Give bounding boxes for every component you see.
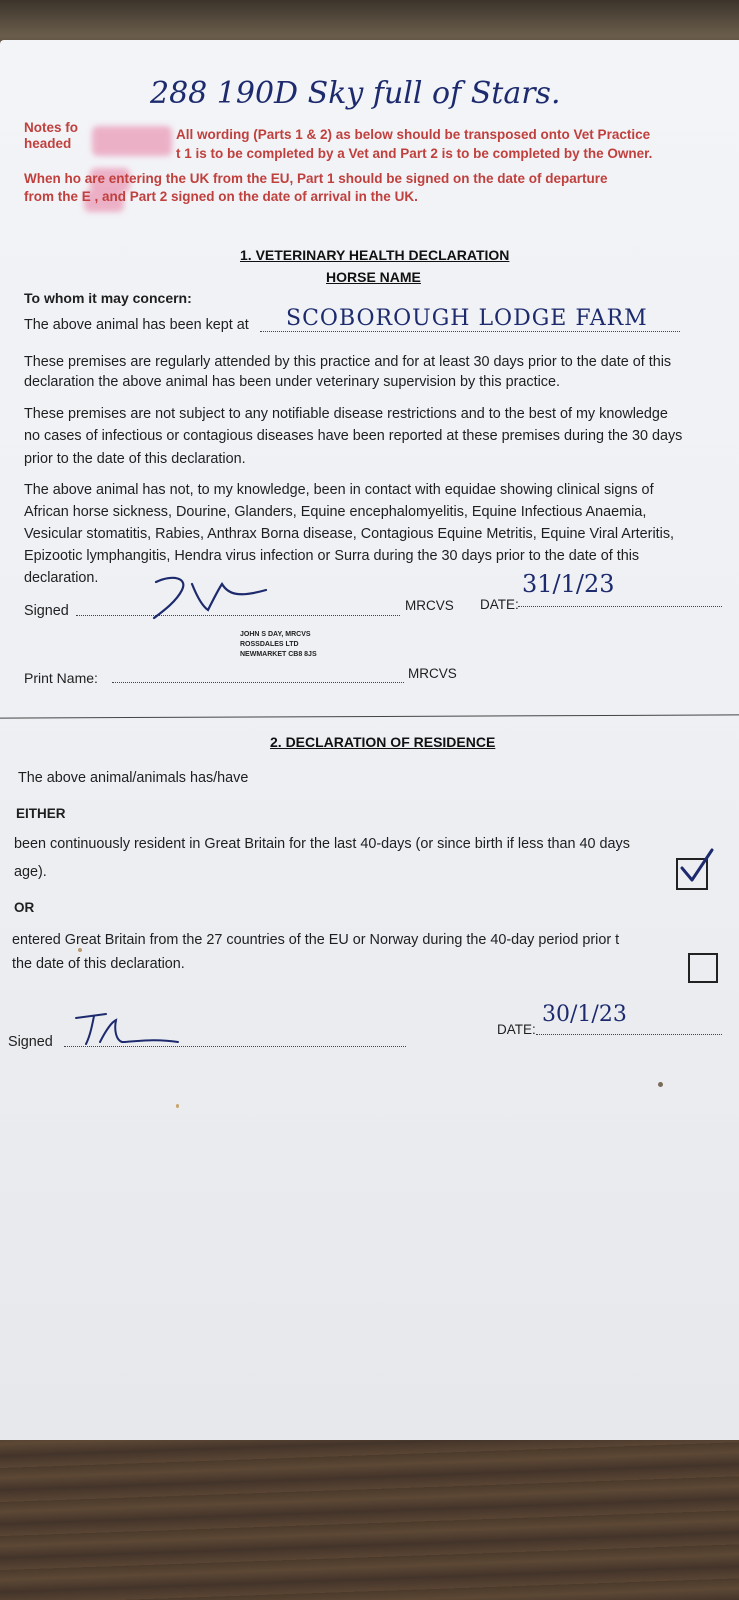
option2-line1: entered Great Britain from the 27 countries of the EU or Norway during the 40-day period prior t [12, 932, 620, 948]
vet-stamp [240, 630, 317, 660]
part1-date-line [518, 606, 722, 607]
print-name-mrcvs-label: MRCVS [408, 666, 457, 681]
print-name-line [112, 682, 404, 683]
paper-stain [78, 948, 82, 952]
kept-at-line [260, 331, 680, 332]
part1-date-value: 31/1/23 [522, 570, 615, 598]
option2-checkbox[interactable] [688, 953, 718, 983]
part2-date-label: DATE: [497, 1022, 536, 1037]
section-divider [0, 714, 739, 718]
part1-heading: 1. VETERINARY HEALTH DECLARATION [240, 247, 510, 263]
option1-checkbox[interactable] [676, 858, 708, 890]
handwritten-horse-title: 288 190D Sky full of Stars. [150, 76, 561, 111]
part2-intro: The above animal/animals has/have [18, 770, 249, 786]
notes-line-3: When ho are entering the UK from the EU, Part 1 should be signed on the date of departure [24, 171, 608, 186]
para3-line2: African horse sickness, Dourine, Glanders, Equine encephalomyelitis, Equine Infectious Anaemia, [24, 504, 647, 520]
notes-line-2: t 1 is to be completed by a Vet and Part 2 is to be completed by the Owner. [176, 146, 653, 161]
vet-stamp-address: NEWMARKET CB8 8JS [240, 651, 317, 658]
para3-line4: Epizootic lymphangitis, Hendra virus infection or Surra during the 30 days prior to the date of this [24, 548, 640, 564]
part1-horse-name-label: HORSE NAME [326, 269, 421, 285]
notes-line-2-prefix: headed [24, 136, 72, 151]
kept-at-value: SCOBOROUGH LODGE FARM [286, 306, 648, 331]
declaration-document [0, 40, 739, 1440]
part2-date-value: 30/1/23 [542, 1002, 627, 1027]
part1-signed-label: Signed [24, 603, 69, 619]
paper-stain [176, 1104, 179, 1108]
part2-date-line [536, 1034, 722, 1035]
option1-line2: age). [14, 864, 47, 880]
either-label: EITHER [16, 806, 66, 821]
vet-stamp-name: JOHN S DAY, MRCVS [240, 631, 311, 638]
salutation: To whom it may concern: [24, 290, 192, 306]
para2-line1: These premises are not subject to any notifiable disease restrictions and to the best of my knowledge [24, 406, 668, 422]
part2-signed-label: Signed [8, 1034, 53, 1050]
paper-stain [658, 1082, 663, 1087]
notes-line-1-prefix: Notes fo [24, 120, 78, 135]
para2-line3: prior to the date of this declaration. [24, 451, 246, 467]
owner-signature [72, 1008, 182, 1048]
or-label: OR [14, 900, 35, 915]
print-name-label: Print Name: [24, 670, 98, 686]
notes-line-4: from the E , and Part 2 signed on the date of arrival in the UK. [24, 189, 418, 204]
part2-heading: 2. DECLARATION OF RESIDENCE [270, 734, 496, 750]
redaction-mark [92, 126, 172, 156]
checkmark-icon [676, 846, 716, 886]
vet-stamp-practice: ROSSDALES LTD [240, 641, 299, 648]
part1-date-label: DATE: [480, 597, 519, 612]
kept-at-label: The above animal has been kept at [24, 317, 249, 333]
para1-line1: These premises are regularly attended by this practice and for at least 30 days prior to the date of this [24, 354, 672, 370]
part1-mrcvs-label: MRCVS [405, 598, 454, 613]
para2-line2: no cases of infectious or contagious diseases have been reported at these premises during the 30 days [24, 428, 683, 444]
para3-line1: The above animal has not, to my knowledge, been in contact with equidae showing clinical signs of [24, 482, 654, 498]
option2-line2: the date of this declaration. [12, 956, 185, 972]
para3-line3: Vesicular stomatitis, Rabies, Anthrax Borna disease, Contagious Equine Metritis, Equine Viral Arteritis, [24, 526, 675, 542]
para1-line2: declaration the above animal has been under veterinary supervision by this practice. [24, 374, 560, 390]
vet-signature [148, 572, 278, 622]
para3-line5: declaration. [24, 570, 99, 586]
notes-line-1: All wording (Parts 1 & 2) as below should be transposed onto Vet Practice [176, 127, 651, 142]
option1-line1: been continuously resident in Great Britain for the last 40-days (or since birth if less than 40 days [14, 836, 630, 852]
